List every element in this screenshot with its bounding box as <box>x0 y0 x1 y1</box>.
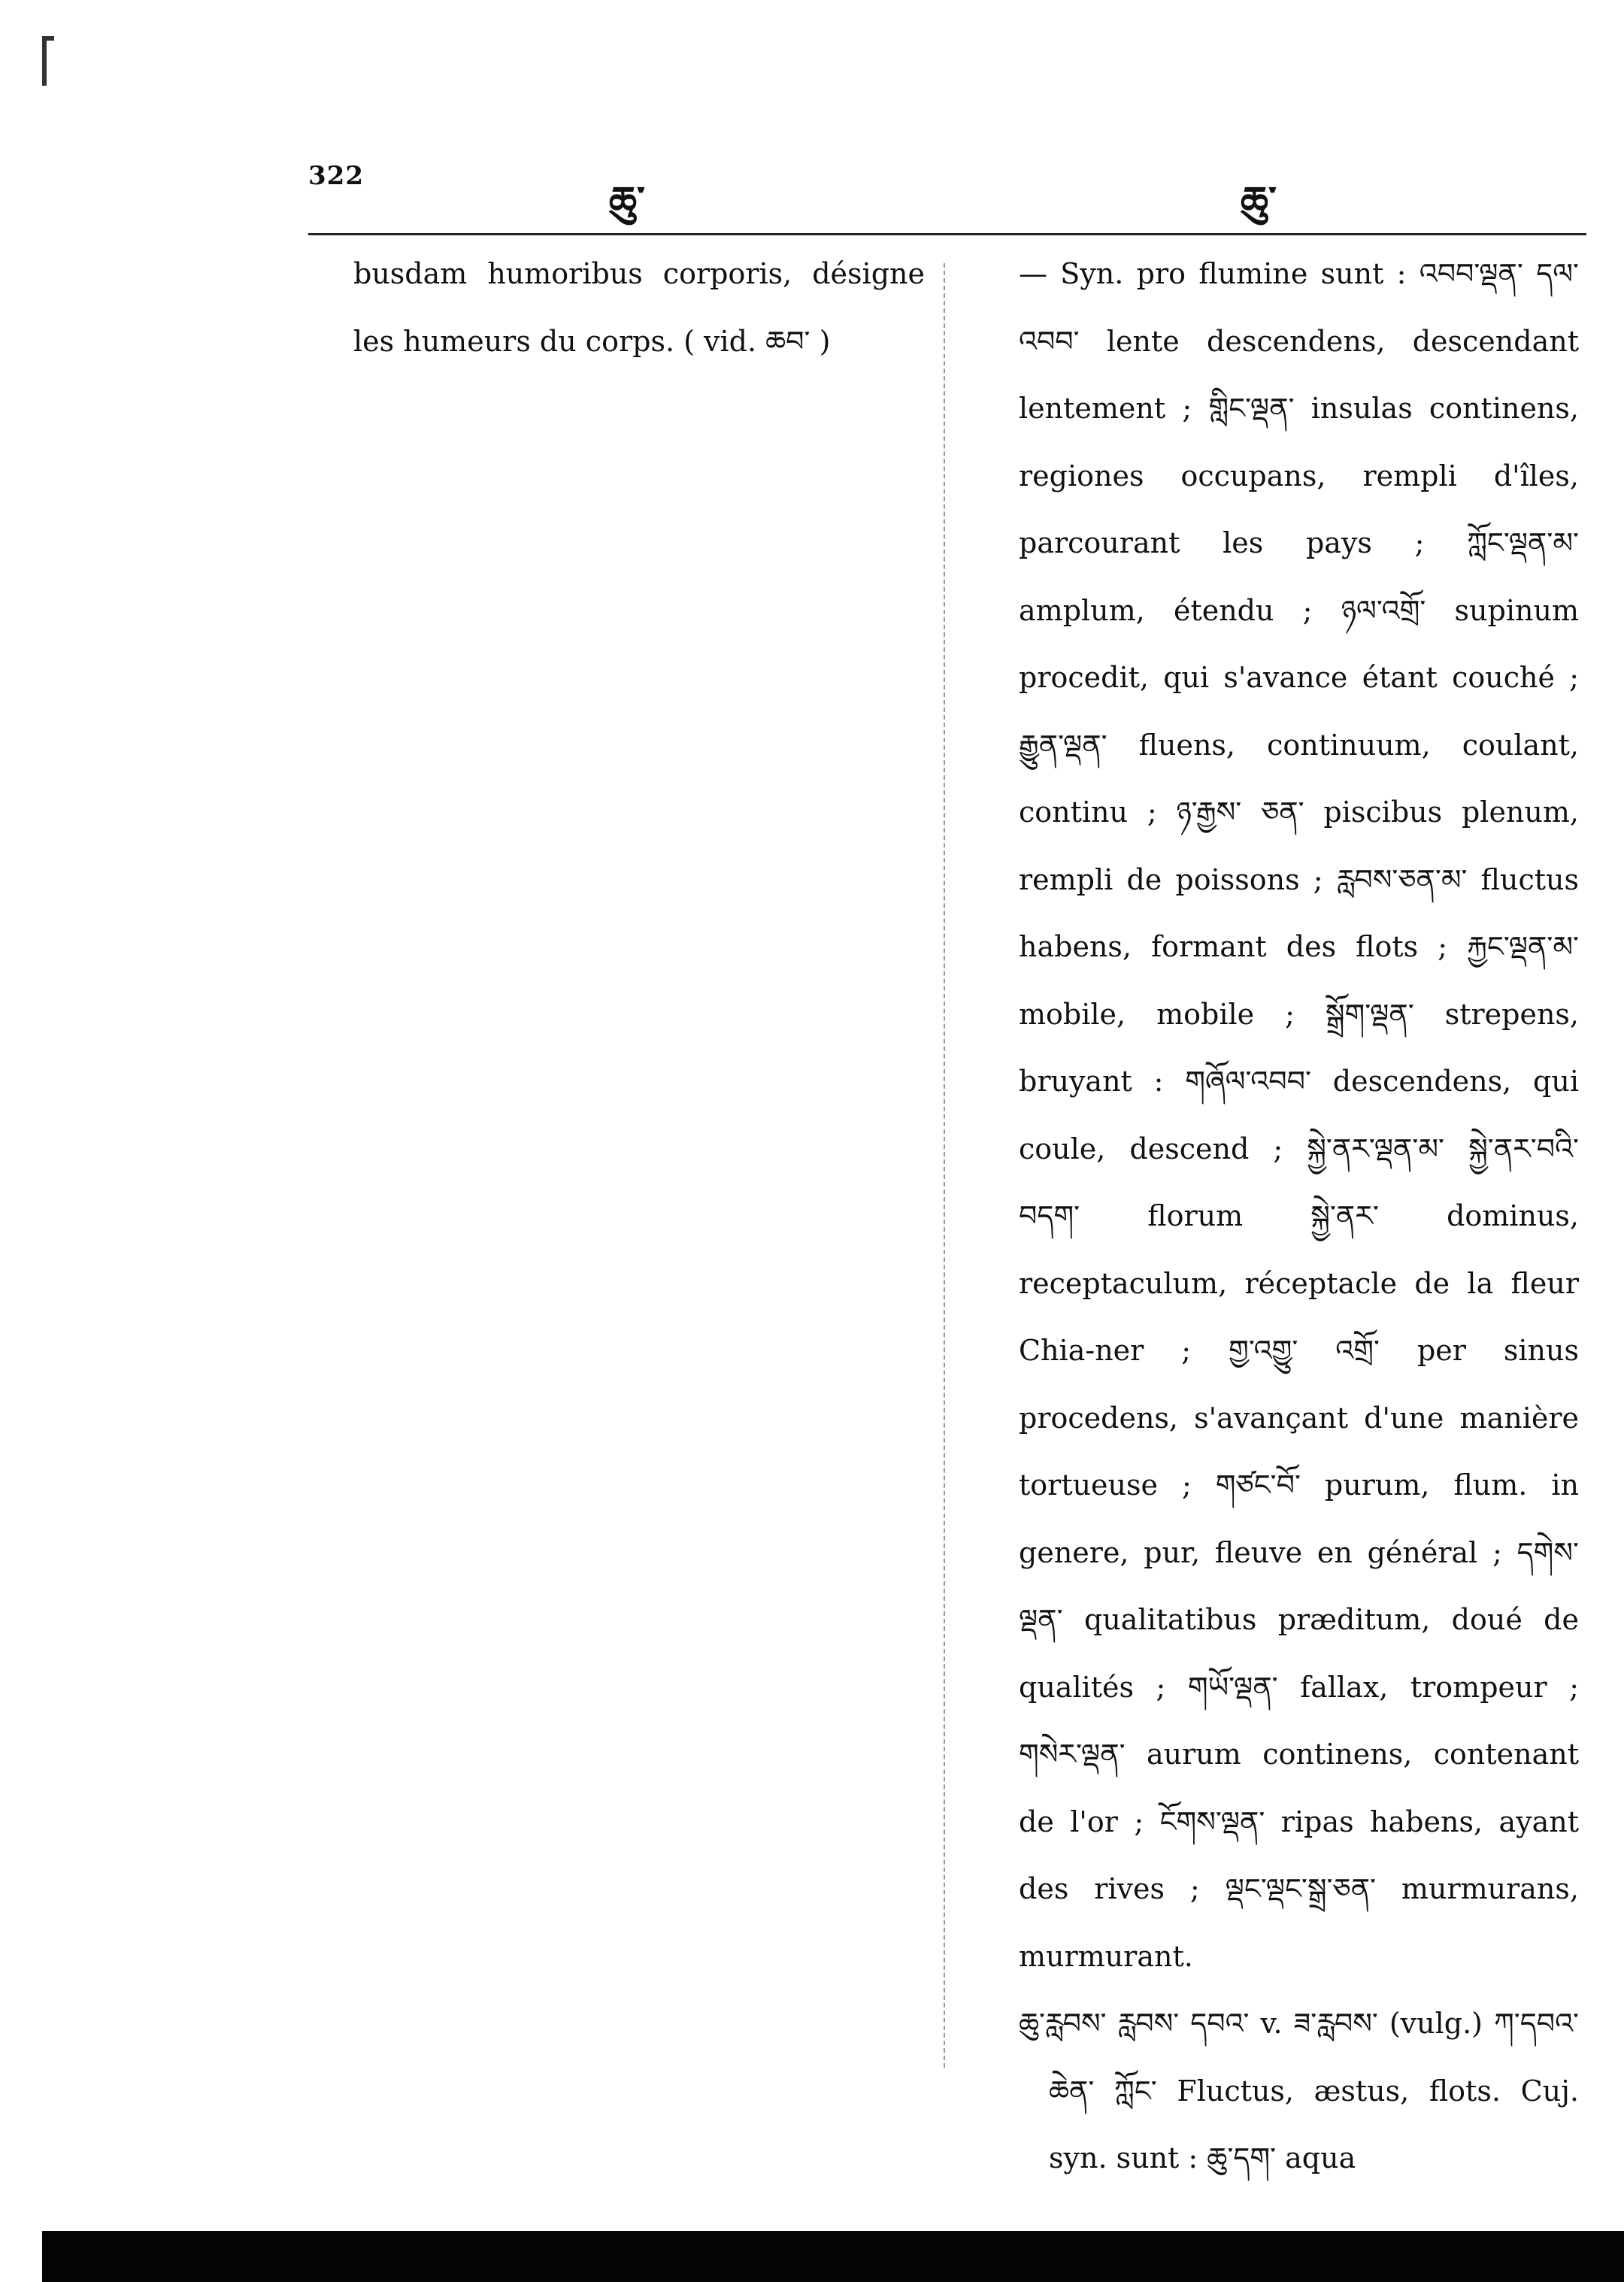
running-head-left: ཆུ་ <box>609 178 645 224</box>
scan-footer-band <box>42 2231 1624 2282</box>
header-rule <box>308 233 1586 235</box>
right-column <box>1019 241 1579 2193</box>
page-number: 322 <box>308 161 364 191</box>
page-header <box>308 150 1586 224</box>
right-entry-fluctus: ཆུ་རླབས་ རླབས་ དབའ་ v. ཟ་རླབས་ (vulg.) ཀ་དབའ་ཆེན་ ཀློང་ Fluctus, æstus, flots. Cuj. syn. sunt : ཆུ་དག་ aqua <box>1019 2007 1579 2174</box>
running-head-right: ཆུ་ <box>1241 178 1277 224</box>
right-entry-synonyms: — Syn. pro flumine sunt : འབབ་ལྡན་ དལ་འབབ་ lente descendens, descendant lentement ; གླིང་ལྡན་ insulas continens, regiones occupans, rempli d'îles, parcourant les pays ; ཀློང་ལྡན་མ་ amplum, étendu ; ཉལ་འགྲོ་ supinum procedit, qui s'avance étant couché ; རྒྱུན་ལྡན་ fluens, continuum, coulant, continu ; ཉ་རྒྱས་ ཅན་ piscibus plenum, rempli de poissons ; རླབས་ཅན་མ་ fluctus habens, formant des flots ; རྐྱང་ལྡན་མ་ mobile, mobile ; སྒྲོག་ལྡན་ strepens, bruyant : གཞོལ་འབབ་ descendens, qui coule, descend ; སྐྱེ་ནར་ལྡན་མ་ སྐྱེ་ནར་བའི་བདག་ florum སྐྱེ་ནར་ dominus, receptaculum, réceptacle de la fleur Chia-ner ; གྱ་འགྱུ་ འགྲོ་ per sinus procedens, s'avançant d'une manière tortueuse ; གཙང་བོ་ purum, flum. in genere, pur, fleuve en général ; དགེས་ལྡན་ qualitatibus præditum, doué de qualités ; གཡོ་ལྡན་ fallax, trompeur ; གསེར་ལྡན་ aurum continens, contenant de l'or ; ངོགས་ལྡན་ ripas habens, ayant des rives ; ལྡང་ལྡང་སྒྲ་ཅན་ murmurans, murmurant. <box>1019 257 1579 1973</box>
scan-edge-mark <box>42 36 54 86</box>
left-entry-continuation: busdam humoribus corporis, désigne les humeurs du corps. ( vid. ཆབ་ ) <box>353 257 925 358</box>
left-column <box>353 241 925 375</box>
column-divider <box>944 263 945 2068</box>
